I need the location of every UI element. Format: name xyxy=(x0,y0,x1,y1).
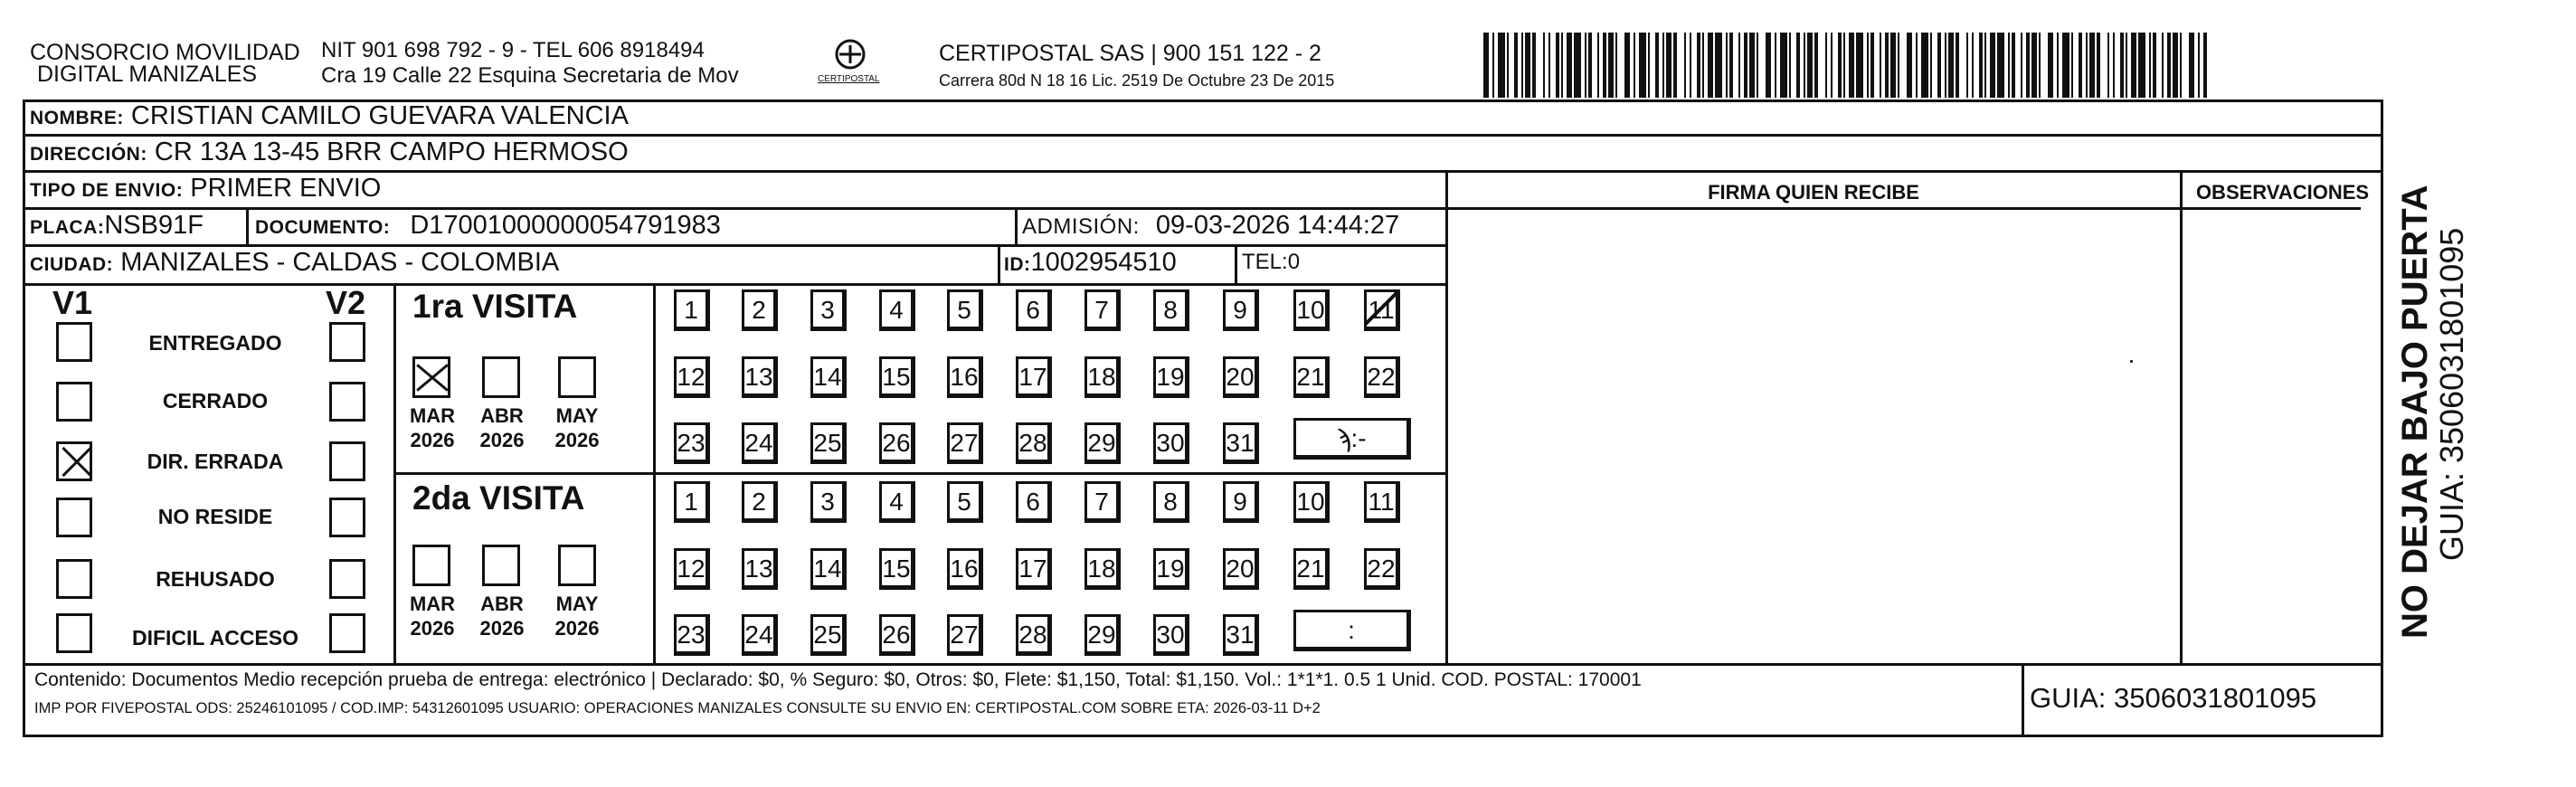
barcode-bar xyxy=(1814,33,1818,98)
firma-header: FIRMA QUIEN RECIBE xyxy=(1708,181,1919,204)
speck-mark xyxy=(2130,360,2133,363)
day-box[interactable]: 26 xyxy=(879,422,915,464)
day-box[interactable]: 10 xyxy=(1293,481,1330,523)
logo-caption: CERTIPOSTAL xyxy=(818,74,880,84)
day-box[interactable]: 14 xyxy=(810,548,847,590)
day-box[interactable]: 25 xyxy=(810,422,847,464)
day-box[interactable]: 17 xyxy=(1016,548,1052,590)
barcode-bar xyxy=(2086,33,2088,98)
day-box[interactable]: 29 xyxy=(1084,422,1121,464)
address-line: Cra 19 Calle 22 Esquina Secretaria de Mov xyxy=(321,63,739,88)
day-box[interactable]: 24 xyxy=(742,614,778,656)
status-label: ENTREGADO xyxy=(148,331,282,355)
barcode-bar xyxy=(1738,33,1740,98)
first-visit-month-checkbox[interactable] xyxy=(558,356,596,398)
tipo-envio-label: TIPO DE ENVIO: xyxy=(30,180,184,201)
month-name: MAR xyxy=(409,404,456,427)
barcode-bar xyxy=(2012,33,2015,98)
carrier-line-2: Carrera 80d N 18 16 Lic. 2519 De Octubre 23 De 2015 xyxy=(939,71,1335,90)
company-line-1: CONSORCIO MOVILIDAD xyxy=(30,40,300,65)
barcode-bar xyxy=(1697,33,1700,98)
company-info xyxy=(321,38,739,89)
barcode-bar xyxy=(2057,33,2059,98)
barcode-bar xyxy=(1898,33,1899,98)
v2-entregado-checkbox[interactable] xyxy=(329,322,365,362)
barcode-bar xyxy=(1521,33,1523,98)
barcode-bar xyxy=(1937,33,1941,98)
barcode-bar xyxy=(1984,33,1986,98)
visit-divider xyxy=(393,472,1447,475)
ciudad-row xyxy=(30,248,559,278)
month-name: MAY xyxy=(555,404,599,427)
day-box[interactable]: 6 xyxy=(1016,481,1052,523)
v1-dificil-acceso-checkbox[interactable] xyxy=(56,613,92,653)
footer-guia: GUIA: 3506031801095 xyxy=(2030,682,2317,714)
day-box[interactable]: 19 xyxy=(1153,548,1189,590)
placa-value: NSB91F xyxy=(104,211,204,240)
second-visit-month-checkbox[interactable] xyxy=(558,545,596,586)
day-box[interactable]: 3 xyxy=(810,289,847,331)
day-box[interactable]: 12 xyxy=(674,356,710,398)
barcode-bar xyxy=(2126,33,2127,98)
barcode-bar xyxy=(2048,33,2053,98)
company-line-2: DIGITAL MANIZALES xyxy=(37,62,258,87)
month-name: MAY xyxy=(555,593,599,615)
day-box[interactable]: 16 xyxy=(947,356,983,398)
carrier-line-1: CERTIPOSTAL SAS | 900 151 122 - 2 xyxy=(939,41,1321,66)
day-box[interactable]: 27 xyxy=(947,614,983,656)
day-box[interactable]: 11 xyxy=(1364,481,1400,523)
documento-label: DOCUMENTO: xyxy=(255,217,391,238)
col-divider xyxy=(246,207,249,244)
barcode-bar xyxy=(1574,33,1581,98)
month-label xyxy=(550,592,604,640)
barcode-bar xyxy=(1838,33,1842,98)
barcode-bar xyxy=(1749,33,1755,98)
barcode-bar xyxy=(1498,33,1505,98)
certipostal-logo xyxy=(814,36,886,90)
barcode-bar xyxy=(1825,33,1827,98)
barcode-bar xyxy=(1483,33,1489,98)
barcode-bar xyxy=(1729,33,1733,98)
barcode-bar xyxy=(1588,33,1592,98)
imp-line: IMP POR FIVEPOSTAL ODS: 25246101095 / COD.IMP: 54312601095 USUARIO: OPERACIONES MANIZALES CONSULTE SU ENVIO EN: CERTIPOSTAL.COM SOBRE ETA: 2026-03-11 D+2 xyxy=(34,700,1321,716)
id-value: 1002954510 xyxy=(1030,248,1177,277)
barcode-bar xyxy=(2026,33,2030,98)
day-box[interactable]: 27 xyxy=(947,422,983,464)
barcode-bar xyxy=(1972,33,1974,98)
tipo-envio-row xyxy=(30,174,381,204)
barcode-bar xyxy=(1945,33,1946,98)
barcode-bar xyxy=(1662,33,1664,98)
barcode-bar xyxy=(2008,33,2010,98)
barcode-bar xyxy=(1916,33,1918,98)
row-divider xyxy=(23,207,1447,210)
observations-area[interactable] xyxy=(2182,209,2382,661)
day-box[interactable]: 28 xyxy=(1016,614,1052,656)
day-box[interactable]: 7 xyxy=(1084,289,1121,331)
admision-field xyxy=(1022,211,1399,241)
day-box[interactable]: 13 xyxy=(742,356,778,398)
id-field xyxy=(1004,248,1177,278)
col-divider xyxy=(2022,663,2024,737)
day-box[interactable]: 21 xyxy=(1293,356,1330,398)
barcode-bar xyxy=(2149,33,2151,98)
barcode-bar xyxy=(1556,33,1559,98)
day-box[interactable]: 30 xyxy=(1153,614,1189,656)
col-divider xyxy=(998,244,1000,283)
barcode-bar xyxy=(1979,33,1983,98)
month-name: MAR xyxy=(409,593,456,615)
day-box[interactable]: 6 xyxy=(1016,289,1052,331)
day-box[interactable]: 9 xyxy=(1223,289,1259,331)
barcode-bar xyxy=(2120,33,2124,98)
barcode-bar xyxy=(1708,33,1713,98)
v1-dir-errada-checkbox[interactable] xyxy=(56,441,92,481)
day-box[interactable]: 31 xyxy=(1223,422,1259,464)
barcode-bar xyxy=(1615,33,1617,98)
barcode-bar xyxy=(1648,33,1650,98)
nombre-value: CRISTIAN CAMILO GUEVARA VALENCIA xyxy=(130,101,629,130)
barcode-bar xyxy=(1966,33,1968,98)
second-visit-month-checkbox[interactable] xyxy=(482,545,520,586)
barcode-bar xyxy=(2173,33,2178,98)
month-year: 2026 xyxy=(554,617,600,640)
v2-header: V2 xyxy=(326,284,366,321)
barcode-bar xyxy=(2162,33,2164,98)
barcode-bar xyxy=(2138,33,2145,98)
barcode-bar xyxy=(1804,33,1805,98)
v1-rehusado-checkbox[interactable] xyxy=(56,559,92,599)
row-divider xyxy=(23,244,1447,247)
month-year: 2026 xyxy=(410,429,455,451)
barcode-bar xyxy=(1548,33,1550,98)
barcode-bar xyxy=(1890,33,1896,98)
col-divider xyxy=(393,283,396,663)
day-box[interactable]: 21 xyxy=(1293,548,1330,590)
day-box[interactable]: 16 xyxy=(947,548,983,590)
v1-entregado-checkbox[interactable] xyxy=(56,322,92,362)
first-visit-month-checkbox[interactable] xyxy=(412,356,450,398)
day-box[interactable]: 5 xyxy=(947,481,983,523)
status-label: DIR. ERRADA xyxy=(147,450,284,473)
contenido-line: Contenido: Documentos Medio recepción prueba de entrega: electrónico | Declarado: $0, % Seguro: $0, Otros: $0, Flete: $1,150, Total: $1,150. Vol.: 1*1*1. 0.5 1 Unid. COD. POSTAL: 170001 xyxy=(34,669,1642,690)
day-box[interactable]: 28 xyxy=(1016,422,1052,464)
barcode-bar xyxy=(1948,33,1954,98)
barcode-bar xyxy=(1543,33,1545,98)
month-label xyxy=(475,403,529,452)
status-label: REHUSADO xyxy=(156,567,275,591)
barcode-bar xyxy=(1532,33,1536,98)
barcode-bar xyxy=(1726,33,1728,98)
v1-header: V1 xyxy=(52,284,93,321)
nombre-row xyxy=(30,101,629,131)
barcode-bar xyxy=(1757,33,1758,98)
barcode-bar xyxy=(2167,33,2171,98)
tel-value: 0 xyxy=(1287,250,1301,274)
barcode-bar xyxy=(2131,33,2136,98)
barcode-bar xyxy=(1684,33,1686,98)
documento-value: D17001000000054791983 xyxy=(410,211,721,240)
day-box[interactable]: 22 xyxy=(1364,548,1400,590)
month-year: 2026 xyxy=(410,617,455,640)
barcode-bar xyxy=(1843,33,1845,98)
second-visit-month-checkbox[interactable] xyxy=(412,545,450,586)
day-box[interactable]: 10 xyxy=(1293,289,1330,331)
barcode-bar xyxy=(1780,33,1787,98)
barcode-bar xyxy=(1867,33,1869,98)
day-box[interactable]: 29 xyxy=(1084,614,1121,656)
barcode-bar xyxy=(1849,33,1854,98)
no-dejar-bajo-puerta: NO DEJAR BAJO PUERTA xyxy=(2395,185,2435,639)
barcode-bar xyxy=(2189,33,2194,98)
direccion-value: CR 13A 13-45 BRR CAMPO HERMOSO xyxy=(154,137,629,166)
barcode-bar xyxy=(2097,33,2100,98)
day-box[interactable]: 20 xyxy=(1223,548,1259,590)
barcode-bar xyxy=(1921,33,1928,98)
v2-rehusado-checkbox[interactable] xyxy=(329,559,365,599)
day-box[interactable]: 18 xyxy=(1084,548,1121,590)
v2-dificil-acceso-checkbox[interactable] xyxy=(329,613,365,653)
col-divider xyxy=(1015,207,1018,244)
day-box[interactable]: 3 xyxy=(810,481,847,523)
day-box[interactable]: 1 xyxy=(674,289,710,331)
id-label: ID: xyxy=(1004,254,1031,275)
admision-value: 09-03-2026 14:44:27 xyxy=(1155,211,1400,240)
day-box[interactable]: 13 xyxy=(742,548,778,590)
status-label: DIFICIL ACCESO xyxy=(131,626,298,650)
observaciones-header: OBSERVACIONES xyxy=(2195,181,2370,204)
barcode-bar xyxy=(1634,33,1635,98)
barcode-bar xyxy=(2079,33,2082,98)
day-box[interactable]: 25 xyxy=(810,614,847,656)
day-box[interactable]: 23 xyxy=(674,422,710,464)
day-box[interactable]: 7 xyxy=(1084,481,1121,523)
side-guia: GUIA: 3506031801095 xyxy=(2433,227,2470,561)
day-box[interactable]: 4 xyxy=(879,481,915,523)
ciudad-value: MANIZALES - CALDAS - COLOMBIA xyxy=(120,248,560,277)
barcode-bar xyxy=(1702,33,1704,98)
barcode-bar xyxy=(2153,33,2156,98)
placa-field xyxy=(30,211,204,241)
day-box[interactable]: 19 xyxy=(1153,356,1189,398)
month-label xyxy=(475,592,529,640)
month-label xyxy=(405,592,459,640)
day-box[interactable]: 15 xyxy=(879,548,915,590)
row-divider xyxy=(23,134,2383,137)
barcode-bar xyxy=(2071,33,2073,98)
barcode-bar xyxy=(1561,33,1563,98)
tel-field xyxy=(1242,250,1300,275)
barcode-bar xyxy=(1956,33,1959,98)
day-box[interactable]: 22 xyxy=(1364,356,1400,398)
first-visit-time-box[interactable]: ϡ:- xyxy=(1293,418,1411,460)
status-label: CERRADO xyxy=(162,389,269,412)
barcode xyxy=(1483,33,2207,98)
barcode-bar xyxy=(1639,33,1646,98)
barcode-bar xyxy=(1775,33,1776,98)
barcode-bar xyxy=(1789,33,1791,98)
col-divider xyxy=(653,283,656,663)
barcode-bar xyxy=(1807,33,1813,98)
day-box[interactable]: 9 xyxy=(1223,481,1259,523)
barcode-bar xyxy=(1930,33,1932,98)
documento-field xyxy=(255,211,721,241)
day-box[interactable]: 8 xyxy=(1153,481,1189,523)
month-year: 2026 xyxy=(554,429,600,451)
v2-no-reside-checkbox[interactable] xyxy=(329,498,365,537)
barcode-bar xyxy=(2198,33,2200,98)
col-divider xyxy=(1235,244,1237,283)
day-box[interactable]: 18 xyxy=(1084,356,1121,398)
first-visit-month-checkbox[interactable] xyxy=(482,356,520,398)
month-name: ABR xyxy=(480,593,524,615)
first-visit-title: 1ra VISITA xyxy=(412,288,578,325)
barcode-bar xyxy=(1744,33,1747,98)
carrier-info xyxy=(939,40,1334,94)
barcode-bar xyxy=(1715,33,1722,98)
second-visit-title: 2da VISITA xyxy=(412,479,585,517)
barcode-bar xyxy=(2039,33,2041,98)
barcode-bar xyxy=(1885,33,1889,98)
direccion-label: DIRECCIÓN: xyxy=(30,144,147,165)
v2-dir-errada-checkbox[interactable] xyxy=(329,441,365,481)
barcode-bar xyxy=(1492,33,1494,98)
day-box[interactable]: 2 xyxy=(742,289,778,331)
day-box[interactable]: 12 xyxy=(674,548,710,590)
barcode-bar xyxy=(1608,33,1614,98)
barcode-bar xyxy=(1880,33,1881,98)
barcode-bar xyxy=(1796,33,1800,98)
day-box[interactable]: 8 xyxy=(1153,289,1189,331)
barcode-bar xyxy=(2113,33,2115,98)
barcode-bar xyxy=(1666,33,1672,98)
barcode-bar xyxy=(1507,33,1509,98)
barcode-bar xyxy=(1990,33,1995,98)
status-label: NO RESIDE xyxy=(157,505,273,528)
placa-label: PLACA: xyxy=(30,217,105,238)
month-year: 2026 xyxy=(479,617,525,640)
day-box[interactable]: 5 xyxy=(947,289,983,331)
row-divider xyxy=(23,283,1447,286)
barcode-bar xyxy=(2203,33,2207,98)
barcode-bar xyxy=(1567,33,1572,98)
barcode-bar xyxy=(1907,33,1912,98)
day-box[interactable]: 31 xyxy=(1223,614,1259,656)
company-name xyxy=(30,42,300,85)
day-box[interactable]: 11 xyxy=(1364,289,1400,331)
tel-label: TEL: xyxy=(1242,250,1288,274)
v1-no-reside-checkbox[interactable] xyxy=(56,498,92,537)
v1-cerrado-checkbox[interactable] xyxy=(56,382,92,422)
month-label xyxy=(550,403,604,452)
barcode-bar xyxy=(2031,33,2037,98)
barcode-bar xyxy=(1690,33,1691,98)
day-box[interactable]: 14 xyxy=(810,356,847,398)
tipo-envio-value: PRIMER ENVIO xyxy=(190,174,382,203)
barcode-bar xyxy=(2107,33,2109,98)
nombre-label: NOMBRE: xyxy=(30,108,124,128)
barcode-bar xyxy=(2180,33,2182,98)
barcode-bar xyxy=(1870,33,1874,98)
day-box[interactable]: 1 xyxy=(674,481,710,523)
barcode-bar xyxy=(2021,33,2022,98)
ciudad-label: CIUDAD: xyxy=(30,254,114,275)
barcode-bar xyxy=(1514,33,1518,98)
day-box[interactable]: 2 xyxy=(742,481,778,523)
barcode-bar xyxy=(1831,33,1833,98)
barcode-bar xyxy=(1597,33,1599,98)
day-box[interactable]: 20 xyxy=(1223,356,1259,398)
day-box[interactable]: 17 xyxy=(1016,356,1052,398)
second-visit-time-box[interactable]: : xyxy=(1293,610,1411,651)
barcode-bar xyxy=(1525,33,1530,98)
barcode-bar xyxy=(1624,33,1630,98)
barcode-bar xyxy=(1603,33,1606,98)
day-box[interactable]: 4 xyxy=(879,289,915,331)
row-divider xyxy=(23,170,2383,173)
direccion-row xyxy=(30,137,629,167)
month-name: ABR xyxy=(480,404,524,427)
barcode-bar xyxy=(1856,33,1863,98)
signature-area[interactable] xyxy=(1447,209,2178,661)
barcode-bar xyxy=(1585,33,1586,98)
month-label xyxy=(405,403,459,452)
footer-divider xyxy=(23,663,2383,666)
day-box[interactable]: 15 xyxy=(879,356,915,398)
month-year: 2026 xyxy=(479,429,525,451)
barcode-bar xyxy=(2089,33,2095,98)
admision-label: ADMISIÓN: xyxy=(1022,214,1140,239)
nit-line: NIT 901 698 792 - 9 - TEL 606 8918494 xyxy=(321,38,705,62)
day-box[interactable]: 24 xyxy=(742,422,778,464)
day-box[interactable]: 30 xyxy=(1153,422,1189,464)
day-box[interactable]: 26 xyxy=(879,614,915,656)
barcode-bar xyxy=(1655,33,1659,98)
barcode-bar xyxy=(1673,33,1677,98)
barcode-bar xyxy=(1997,33,2004,98)
barcode-bar xyxy=(1766,33,1771,98)
day-box[interactable]: 23 xyxy=(674,614,710,656)
v2-cerrado-checkbox[interactable] xyxy=(329,382,365,422)
barcode-bar xyxy=(2062,33,2069,98)
